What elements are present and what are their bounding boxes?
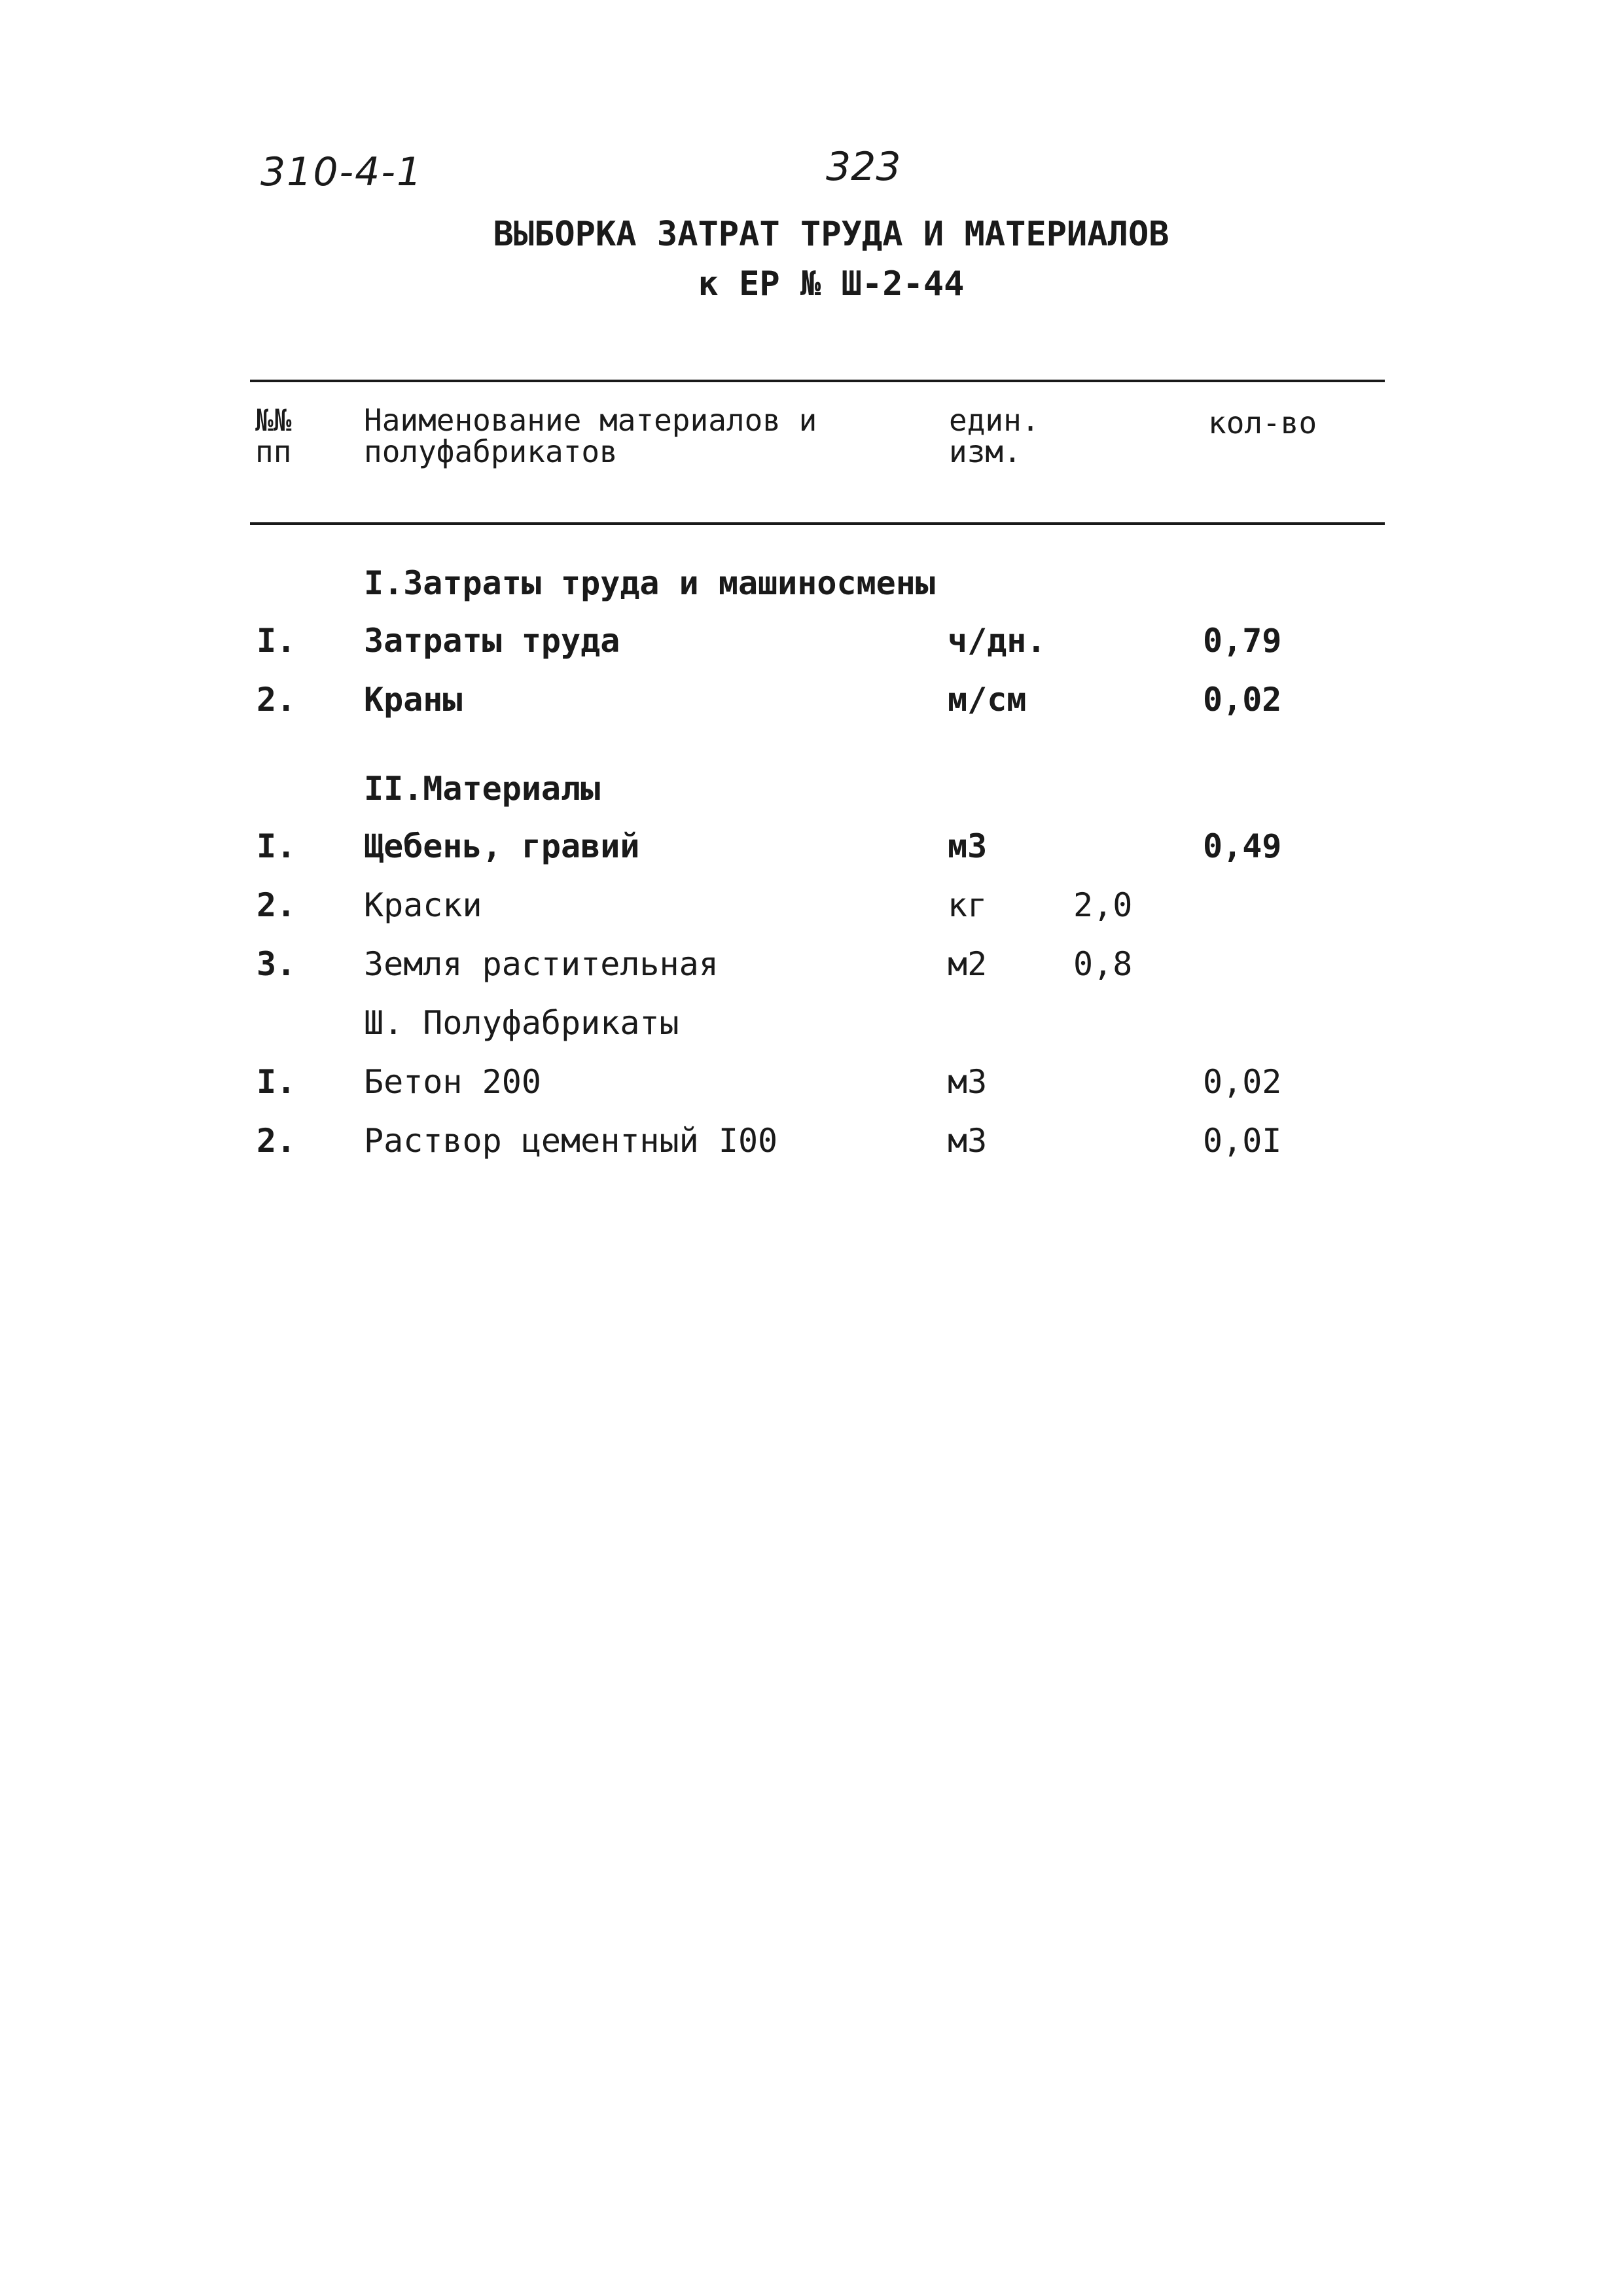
table-row — [0, 886, 1623, 925]
table-row — [0, 681, 1623, 720]
row-value: 0,8 — [1073, 945, 1133, 983]
row-number: 2. — [257, 681, 296, 719]
column-header-number: №№ пп — [255, 403, 292, 469]
row-unit: кг — [948, 886, 988, 924]
document-title: ВЫБОРКА ЗАТРАТ ТРУДА И МАТЕРИАЛОВ — [493, 215, 1169, 254]
row-unit: м3 — [948, 1122, 988, 1160]
row-quantity: 0,49 — [1203, 827, 1282, 865]
row-number: I. — [257, 1063, 296, 1101]
row-name: Раствор цементный I00 — [364, 1122, 778, 1160]
row-unit: ч/дн. — [948, 622, 1046, 660]
table-top-rule — [250, 380, 1385, 382]
row-unit: м2 — [948, 945, 988, 983]
column-header-unit: един. изм. — [949, 403, 1040, 469]
column-header-quantity: кол-во — [1208, 405, 1317, 440]
row-name: Затраты труда — [364, 622, 620, 660]
column-header-name: Наименование материалов и полуфабрикатов — [364, 403, 817, 469]
document-code: 310-4-1 — [260, 149, 423, 195]
row-unit: м3 — [948, 1063, 988, 1101]
row-value: 2,0 — [1073, 886, 1133, 924]
row-name: Земля растительная — [364, 945, 719, 983]
row-quantity: 0,02 — [1203, 681, 1282, 719]
row-quantity: 0,79 — [1203, 622, 1282, 660]
row-quantity: 0,02 — [1203, 1063, 1282, 1101]
table-header-rule — [250, 522, 1385, 525]
row-number: 2. — [257, 886, 296, 924]
row-number: I. — [257, 622, 296, 660]
row-name: Щебень, гравий — [364, 827, 640, 865]
table-row — [0, 1122, 1623, 1161]
row-number: I. — [257, 827, 296, 865]
row-quantity: 0,0I — [1203, 1122, 1282, 1160]
row-name: Бетон 200 — [364, 1063, 541, 1101]
table-row — [0, 945, 1623, 984]
row-unit: м3 — [948, 827, 988, 865]
row-number: 3. — [257, 945, 296, 983]
table-row — [0, 827, 1623, 867]
row-name: Краски — [364, 886, 482, 924]
section-title: I.Затраты труда и машиносмены — [364, 564, 935, 602]
page-number: 323 — [826, 144, 901, 190]
table-row — [0, 622, 1623, 661]
row-name: Краны — [364, 681, 463, 719]
row-unit: м/см — [948, 681, 1027, 719]
row-number: 2. — [257, 1122, 296, 1160]
document-subtitle: к ЕР № Ш-2-44 — [698, 264, 965, 304]
table-row — [0, 1063, 1623, 1102]
section-title: Ш. Полуфабрикаты — [364, 1004, 679, 1042]
section-title: II.Материалы — [364, 770, 601, 808]
